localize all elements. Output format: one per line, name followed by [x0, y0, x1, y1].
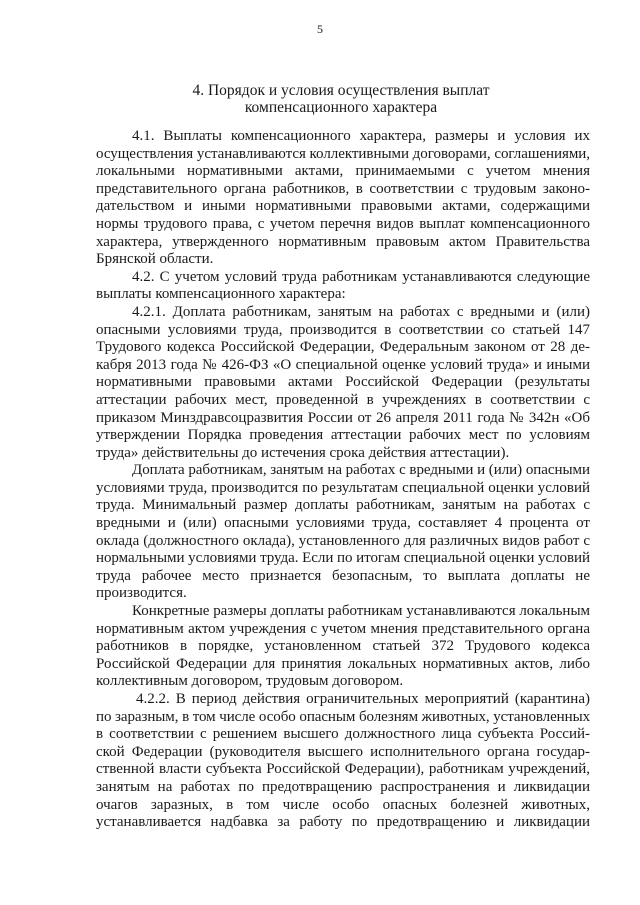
text-line: нормальными условиями труда. Если по итогам специальной оценки условий [96, 550, 590, 567]
text-line: вредными и (или) опасными условиями труда, составляет 4 процента от [96, 515, 590, 532]
text-line: приказом Минздравсоцразвития России от 26 апреля 2011 года № 342н «Об [96, 409, 590, 426]
text-line: Трудового кодекса Российской Федерации, Федеральным законом от 28 де- [96, 339, 590, 356]
text-line: Брянской области. [96, 251, 214, 268]
text-line: труда» действительны до истечения срока действия аттестации). [96, 444, 510, 461]
paragraph-4-2-1 [96, 304, 590, 462]
text-line: нормативными правовыми актами Российской Федерации (результаты [96, 374, 590, 391]
text-line: ской Федерации (руководителя высшего исполнительного органа государ- [96, 743, 590, 760]
text-line: Доплата работникам, занятым на работах с вредными и (или) опасными [132, 462, 590, 479]
text-line: представительного органа работников, в соответствии с трудовым законо- [96, 180, 590, 197]
section-title-line-1: 4. Порядок и условия осуществления выплат [192, 82, 490, 99]
text-line: Конкретные размеры доплаты работникам устанавливаются локальным [132, 603, 590, 620]
body-text [96, 128, 590, 832]
text-line: производится. [96, 585, 187, 602]
text-line: 4.2.2. В период действия ограничительных мероприятий (карантина) [136, 691, 590, 707]
section-title-line-2: компенсационного характера [244, 99, 438, 116]
text-line: 4.2.1. Доплата работникам, занятым на работах с вредными и (или) [132, 303, 590, 320]
paragraph-4-1 [96, 128, 590, 269]
text-line: оклада (должностного оклада), установленного для различных видов работ с [96, 532, 590, 549]
text-line: 4.2. С учетом условий труда работникам устанавливаются следующие [132, 268, 590, 285]
text-line: занятым на работах по предотвращению распространения и ликвидации [96, 778, 590, 795]
text-line: труда. Минимальный размер доплаты работникам, занятым на работах с [96, 497, 590, 514]
text-line: по заразным, в том числе особо опасным болезням животных, установленных [96, 708, 591, 725]
text-line: работников в порядке, установленном статьей 372 Трудового кодекса [96, 638, 590, 655]
text-line: нормативным актом учреждения с учетом мнения представительного органа [96, 620, 590, 637]
text-line: нормы трудового права, с учетом перечня видов выплат компенсационного [96, 215, 590, 232]
text-line: условиями труда, производится по результатам специальной оценки условий [96, 479, 590, 496]
text-line: локальными нормативными актами, принимаемыми с учетом мнения [96, 163, 590, 180]
text-line: характера, утвержденного нормативным правовым актом Правительства [96, 233, 590, 250]
text-line: 4.1. Выплаты компенсационного характера, размеры и условия их [132, 128, 590, 144]
paragraph-razmery [96, 603, 590, 691]
paragraph-4-2 [96, 269, 590, 304]
text-line: опасными условиями труда, производится в соответствии со статьей 147 [96, 321, 590, 338]
page-number: 5 [317, 22, 323, 36]
text-line: утверждении Порядка проведения аттестации рабочих мест по условиям [96, 427, 590, 444]
text-line: аттестации рабочих мест, проведенной в учреждениях в соответствии с [96, 391, 590, 408]
text-line: коллективным договором, трудовым договором. [96, 673, 404, 690]
text-line: труда рабочее место признается безопасным, то выплата доплаты не [96, 567, 590, 584]
text-line: в соответствии с решением высшего должностного лица субъекта Россий- [96, 726, 590, 743]
text-line: дательством и иными нормативными правовыми актами, содержащими [96, 198, 590, 215]
section-title [96, 82, 586, 116]
text-line: выплаты компенсационного характера: [96, 286, 346, 303]
text-line: осуществления устанавливаются коллективными договорами, соглашениями, [96, 145, 590, 162]
paragraph-doplata [96, 462, 590, 603]
text-line: кабря 2013 года № 426-ФЗ «О специальной оценке условий труда» и иными [96, 356, 590, 373]
text-line: устанавливается надбавка за работу по предотвращению и ликвидации [96, 814, 590, 831]
paragraph-4-2-2 [96, 691, 590, 832]
text-line: очагов заразных, в том числе особо опасных болезней животных, [96, 796, 590, 813]
text-line: Российской Федерации для принятия локальных нормативных актов, либо [96, 655, 590, 672]
text-line: ственной власти субъекта Российской Федерации), работникам учреждений, [96, 761, 590, 778]
